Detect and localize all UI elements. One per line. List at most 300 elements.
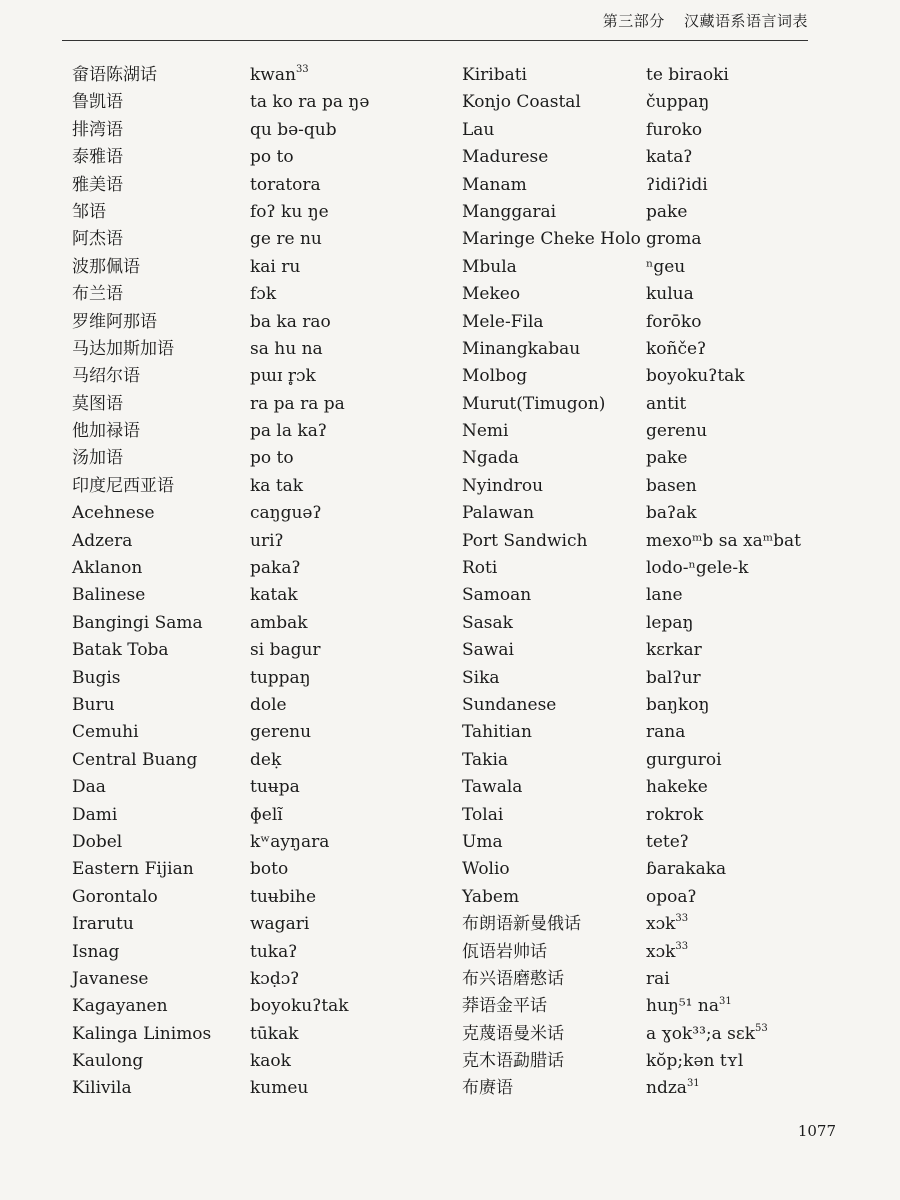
word-form-text: hakeke: [646, 777, 708, 798]
word-form: [250, 1075, 308, 1102]
word-form: [250, 254, 300, 281]
word-entry-row: [462, 856, 727, 883]
language-name: Lau: [462, 119, 495, 140]
word-form: [646, 966, 670, 993]
header-rule: [62, 40, 808, 41]
word-form: [250, 418, 327, 445]
word-form: [250, 62, 309, 89]
tone-superscript: 31: [686, 1077, 700, 1089]
word-form-text: ra pa ra pa: [250, 393, 345, 414]
word-form-text: xɔk: [646, 914, 676, 935]
word-form: [250, 172, 321, 199]
word-form: [646, 226, 702, 253]
word-entry-row: [72, 281, 277, 308]
language-name: Port Sandwich: [462, 530, 588, 551]
word-entry-row: [462, 391, 687, 418]
word-form: [646, 637, 702, 664]
word-form-text: foʔ ku ŋe: [250, 201, 329, 222]
language-name: 波那佩语: [72, 256, 140, 277]
language-name: Ngada: [462, 448, 519, 469]
word-entry-row: [462, 199, 688, 226]
word-entry-row: [462, 418, 708, 445]
word-form: [646, 829, 689, 856]
word-form: [250, 747, 281, 774]
word-form-text: ndza: [646, 1078, 687, 1099]
word-form: [646, 856, 726, 883]
word-form-text: opoaʔ: [646, 886, 697, 907]
word-entry-row: [72, 1075, 309, 1102]
language-name: 克蔑语曼米话: [462, 1023, 564, 1044]
word-form-text: pakaʔ: [250, 558, 301, 579]
word-form-text: a ɣok³³;a sɛk: [646, 1023, 755, 1044]
word-entry-row: [462, 966, 670, 993]
language-name: 印度尼西亚语: [72, 475, 174, 496]
word-entry-row: [462, 226, 702, 253]
language-name: 排湾语: [72, 119, 123, 140]
word-form-text: koñčeʔ: [646, 338, 707, 359]
language-name: Tahitian: [462, 722, 532, 743]
word-form-text: gurguroi: [646, 749, 722, 770]
word-form-text: qu bə-qub: [250, 119, 337, 140]
language-name: Dobel: [72, 831, 123, 852]
language-name: Kalinga Linimos: [72, 1023, 212, 1044]
word-entry-row: [72, 719, 312, 746]
language-name: Roti: [462, 558, 498, 579]
word-form-text: ⁿgeu: [646, 256, 686, 277]
word-entry-row: [72, 62, 309, 89]
word-form-text: pa la kaʔ: [250, 421, 327, 442]
word-form: [250, 829, 329, 856]
word-entry-row: [462, 336, 707, 363]
language-name: 佤语岩帅话: [462, 941, 547, 962]
language-name: Daa: [72, 777, 106, 798]
language-name: Buru: [72, 694, 115, 715]
word-form-text: ɸelĩ: [250, 804, 283, 825]
word-form: [646, 281, 694, 308]
language-name: Maringe Cheke Holo: [462, 229, 641, 250]
word-form: [646, 89, 709, 116]
word-form-text: antit: [646, 393, 687, 414]
word-form-text: rana: [646, 722, 686, 743]
word-form-text: uriʔ: [250, 530, 284, 551]
word-entry-row: [462, 939, 689, 966]
word-entry-row: [462, 747, 722, 774]
word-form-text: rokrok: [646, 804, 704, 825]
word-entry-row: [462, 582, 683, 609]
language-name: Uma: [462, 831, 503, 852]
language-name: Irarutu: [72, 914, 134, 935]
word-entry-row: [72, 802, 283, 829]
word-entry-row: [72, 473, 304, 500]
word-form: [250, 692, 287, 719]
word-form: [250, 445, 294, 472]
word-form-text: kwan: [250, 65, 296, 85]
language-name: Madurese: [462, 147, 549, 168]
word-entry-row: [72, 117, 337, 144]
language-name: 泰雅语: [72, 147, 123, 168]
language-name: 克木语勐腊话: [462, 1051, 564, 1072]
left-word-column: [72, 62, 370, 1103]
word-entry-row: [72, 226, 322, 253]
language-name: Gorontalo: [72, 886, 158, 907]
language-name: 莽语金平话: [462, 996, 547, 1017]
word-form-text: ka tak: [250, 475, 304, 496]
word-entry-row: [462, 117, 703, 144]
language-name: Batak Toba: [72, 640, 169, 661]
word-entry-row: [462, 89, 710, 116]
language-name: 布兴语磨憨话: [462, 968, 564, 989]
word-form-text: gerenu: [646, 421, 708, 442]
word-form-text: boto: [250, 859, 289, 880]
word-form: [646, 1048, 743, 1075]
word-form: [250, 665, 311, 692]
language-name: Mekeo: [462, 284, 521, 305]
word-form-text: gerenu: [250, 722, 312, 743]
language-name: Central Buang: [72, 749, 198, 770]
word-form-text: sa hu na: [250, 338, 323, 359]
word-form-text: ba ka rao: [250, 311, 331, 332]
language-name: Aklanon: [72, 558, 143, 579]
word-form: [250, 144, 294, 171]
word-form-text: caŋguəʔ: [250, 503, 322, 524]
word-entry-row: [462, 309, 702, 336]
word-form: [646, 993, 732, 1020]
word-form-text: kŏp;kən tʏl: [646, 1051, 744, 1072]
word-form: [646, 610, 693, 637]
language-name: 布兰语: [72, 284, 123, 305]
word-form-text: te biraoki: [646, 65, 729, 85]
word-entry-row: [72, 747, 282, 774]
word-form: [250, 856, 288, 883]
language-name: 马达加斯加语: [72, 338, 174, 359]
language-name: 阿杰语: [72, 229, 123, 250]
word-entry-row: [72, 829, 330, 856]
word-form: [250, 281, 276, 308]
word-form-text: teteʔ: [646, 831, 689, 852]
word-entry-row: [72, 363, 316, 390]
word-form-text: baŋkoŋ: [646, 694, 710, 715]
word-form-text: kɛrkar: [646, 640, 702, 661]
word-form-text: toratora: [250, 174, 321, 195]
word-form-text: kulua: [646, 284, 694, 305]
word-entry-row: [462, 610, 694, 637]
language-name: Adzera: [72, 530, 133, 551]
word-entry-row: [72, 528, 284, 555]
word-form-text: groma: [646, 229, 702, 250]
word-form: [646, 418, 707, 445]
word-form: [646, 62, 729, 89]
word-form: [250, 199, 329, 226]
language-name: 布朗语新曼俄话: [462, 914, 581, 935]
language-name: 鲁凯语: [72, 92, 123, 113]
word-entry-row: [462, 62, 729, 89]
word-form: [250, 582, 298, 609]
language-name: Tolai: [462, 804, 504, 825]
tone-superscript: 31: [718, 995, 732, 1007]
word-form-text: tūkak: [250, 1023, 299, 1044]
word-form-text: tuʉbihe: [250, 886, 317, 907]
word-form: [646, 528, 801, 555]
word-form-text: mexoᵐb sa xaᵐbat: [646, 530, 801, 551]
word-form: [646, 582, 683, 609]
word-form-text: ambak: [250, 612, 308, 633]
word-form: [646, 1021, 768, 1048]
language-name: Kiribati: [462, 65, 527, 85]
word-form-text: si bagur: [250, 640, 321, 661]
page-number: 1077: [797, 1122, 836, 1140]
word-entry-row: [462, 774, 708, 801]
word-form: [646, 199, 687, 226]
word-entry-row: [72, 993, 349, 1020]
word-form: [646, 802, 703, 829]
language-name: Acehnese: [72, 503, 155, 524]
word-form-text: po to: [250, 147, 294, 168]
word-form-text: baʔak: [646, 503, 697, 524]
word-form-text: kataʔ: [646, 147, 693, 168]
word-entry-row: [462, 445, 688, 472]
language-name: Kaulong: [72, 1051, 144, 1072]
word-entry-row: [72, 582, 298, 609]
word-entry-row: [72, 911, 310, 938]
language-name: Bugis: [72, 667, 121, 688]
word-entry-row: [462, 500, 697, 527]
word-entry-row: [72, 418, 327, 445]
word-form: [646, 363, 745, 390]
language-name: 畲语陈湖话: [72, 65, 157, 85]
word-form: [646, 1075, 700, 1102]
word-entry-row: [72, 172, 321, 199]
language-name: 马绍尔语: [72, 366, 140, 387]
word-entry-row: [462, 363, 745, 390]
word-form: [646, 692, 709, 719]
language-name: Takia: [462, 749, 509, 770]
word-entry-row: [72, 89, 370, 116]
word-form: [250, 719, 311, 746]
word-form-text: tukaʔ: [250, 941, 298, 962]
word-entry-row: [462, 1075, 700, 1102]
language-name: Wolio: [462, 859, 510, 880]
word-form: [646, 500, 697, 527]
word-form: [250, 391, 345, 418]
word-entry-row: [462, 802, 704, 829]
word-form: [646, 172, 708, 199]
word-entry-row: [72, 336, 323, 363]
word-form-text: pake: [646, 448, 688, 469]
language-name: Mbula: [462, 256, 517, 277]
word-form: [250, 993, 349, 1020]
word-form-text: kɔḍɔʔ: [250, 968, 300, 989]
word-form-text: ge re nu: [250, 229, 322, 250]
word-form: [250, 1021, 299, 1048]
word-form: [250, 363, 316, 390]
word-entry-row: [462, 1048, 744, 1075]
word-form: [250, 966, 299, 993]
word-entry-row: [462, 528, 801, 555]
word-form: [250, 1048, 291, 1075]
word-form: [646, 774, 708, 801]
word-form: [250, 226, 322, 253]
word-entry-row: [72, 637, 321, 664]
word-form: [250, 774, 300, 801]
word-entry-row: [72, 309, 331, 336]
tone-superscript: 33: [675, 913, 689, 925]
word-form-text: deḳ: [250, 749, 282, 770]
word-entry-row: [72, 610, 308, 637]
word-entry-row: [462, 911, 689, 938]
language-name: 汤加语: [72, 448, 123, 469]
word-form-text: lodo-ⁿgele-k: [646, 558, 749, 579]
word-entry-row: [72, 939, 298, 966]
word-entry-row: [462, 884, 697, 911]
language-name: Sundanese: [462, 694, 557, 715]
word-form: [646, 336, 706, 363]
word-form-text: po to: [250, 448, 294, 469]
language-name: Murut(Timugon): [462, 393, 606, 414]
header-part: 第三部分: [602, 12, 665, 30]
word-entry-row: [462, 829, 689, 856]
running-header: [589, 10, 808, 31]
language-name: Yabem: [462, 886, 520, 907]
language-name: 他加禄语: [72, 421, 140, 442]
header-title: 汉藏语系语言词表: [683, 12, 808, 30]
language-name: Bangingi Sama: [72, 612, 203, 633]
word-form: [646, 747, 722, 774]
word-form: [646, 665, 701, 692]
word-entry-row: [462, 281, 694, 308]
word-form-text: tuppaŋ: [250, 667, 311, 688]
language-name: Tawala: [462, 777, 523, 798]
language-name: Sika: [462, 667, 500, 688]
word-form-text: xɔk: [646, 941, 676, 962]
language-name: Nemi: [462, 421, 509, 442]
language-name: Minangkabau: [462, 338, 581, 359]
word-form: [646, 911, 688, 938]
word-entry-row: [72, 966, 300, 993]
word-form-text: huŋ⁵¹ na: [646, 996, 719, 1017]
language-name: 雅美语: [72, 174, 123, 195]
word-form-text: fɔk: [250, 284, 277, 305]
word-entry-row: [72, 391, 345, 418]
tone-superscript: 33: [675, 940, 689, 952]
word-form-text: basen: [646, 475, 697, 496]
word-entry-row: [72, 665, 311, 692]
word-form: [250, 610, 308, 637]
language-name: Dami: [72, 804, 118, 825]
word-entry-row: [462, 719, 686, 746]
word-entry-row: [462, 692, 710, 719]
language-name: Nyindrou: [462, 475, 544, 496]
word-entry-row: [462, 665, 701, 692]
word-form: [250, 117, 337, 144]
tone-superscript: 33: [295, 64, 309, 76]
word-entry-row: [72, 1048, 291, 1075]
language-name: Sasak: [462, 612, 513, 633]
language-name: Konjo Coastal: [462, 92, 581, 113]
word-form-text: lepaŋ: [646, 612, 694, 633]
word-form: [646, 719, 685, 746]
word-entry-row: [72, 692, 287, 719]
word-form-text: rai: [646, 968, 670, 989]
word-form: [646, 117, 702, 144]
word-form: [250, 89, 369, 116]
language-name: Manam: [462, 174, 527, 195]
word-form: [250, 911, 309, 938]
word-form-text: lane: [646, 585, 683, 606]
language-name: Kilivila: [72, 1078, 132, 1099]
word-form-text: tuʉpa: [250, 777, 300, 798]
word-entry-row: [462, 637, 702, 664]
word-form: [250, 884, 316, 911]
word-entry-row: [72, 445, 294, 472]
language-name: Eastern Fijian: [72, 859, 194, 880]
word-form-text: wagari: [250, 914, 310, 935]
word-form: [646, 939, 688, 966]
language-name: Sawai: [462, 640, 514, 661]
word-entry-row: [462, 1021, 768, 1048]
language-name: Molbog: [462, 366, 528, 387]
language-name: Mele-Fila: [462, 311, 544, 332]
right-word-column: [462, 62, 801, 1103]
word-entry-row: [462, 172, 708, 199]
word-entry-row: [72, 856, 289, 883]
language-name: 莫图语: [72, 393, 123, 414]
word-form: [250, 802, 283, 829]
word-entry-row: [462, 473, 697, 500]
word-form-text: dole: [250, 694, 287, 715]
word-form: [250, 500, 322, 527]
word-form-text: čuppaŋ: [646, 92, 710, 113]
language-name: Isnag: [72, 941, 120, 962]
word-form-text: kai ru: [250, 256, 301, 277]
word-form-text: forōko: [646, 311, 702, 332]
language-name: Manggarai: [462, 201, 557, 222]
word-form-text: pɯɪ r̥ɔk: [250, 366, 316, 387]
word-entry-row: [72, 1021, 299, 1048]
word-form: [646, 473, 697, 500]
word-form-text: boyokuʔtak: [646, 366, 745, 387]
word-form: [250, 473, 303, 500]
word-entry-row: [462, 993, 732, 1020]
word-form: [250, 939, 297, 966]
word-form: [646, 445, 687, 472]
word-form: [646, 884, 697, 911]
word-form: [250, 309, 331, 336]
word-entry-row: [72, 254, 301, 281]
language-name: Cemuhi: [72, 722, 139, 743]
word-form: [250, 336, 323, 363]
word-form-text: furoko: [646, 119, 703, 140]
word-form: [250, 528, 284, 555]
word-form: [646, 555, 748, 582]
word-form: [646, 309, 701, 336]
language-name: Kagayanen: [72, 996, 168, 1017]
word-form-text: ɓarakaka: [646, 859, 727, 880]
word-form: [646, 254, 685, 281]
language-name: 罗维阿那语: [72, 311, 157, 332]
word-entry-row: [72, 199, 329, 226]
word-form: [646, 144, 693, 171]
word-entry-row: [72, 500, 322, 527]
word-form-text: katak: [250, 585, 298, 606]
tone-superscript: 53: [755, 1023, 768, 1035]
language-name: Samoan: [462, 585, 532, 606]
word-entry-row: [462, 555, 749, 582]
language-name: Palawan: [462, 503, 535, 524]
word-form-text: kʷayŋara: [250, 831, 330, 852]
word-form-text: ta ko ra pa ŋə: [250, 92, 370, 113]
language-name: Balinese: [72, 585, 146, 606]
language-name: Javanese: [72, 968, 149, 989]
